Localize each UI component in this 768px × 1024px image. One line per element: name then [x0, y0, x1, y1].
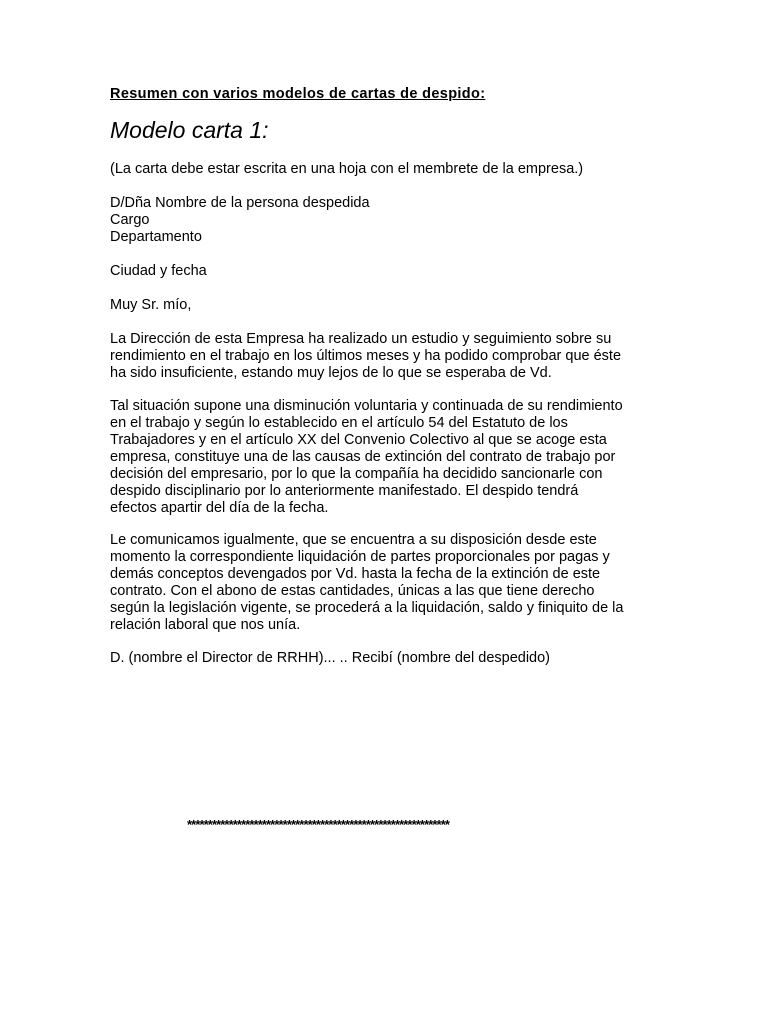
model-title: Modelo carta 1:: [110, 117, 269, 143]
paragraph-line: contrato. Con el abono de estas cantidades, únicas a las que tiene derecho: [110, 583, 595, 599]
paragraph-line: efectos apartir del día de la fecha.: [110, 500, 329, 516]
paragraph-line: relación laboral que nos unía.: [110, 617, 301, 633]
paragraph-line: Tal situación supone una disminución voluntaria y continuada de su rendimiento: [110, 398, 623, 414]
paragraph-line: La Dirección de esta Empresa ha realizado un estudio y seguimiento sobre su: [110, 331, 612, 347]
paragraph-line: decisión del empresario, por lo que la compañía ha decidido sancionarle con: [110, 466, 603, 482]
paragraph-line: rendimiento en el trabajo en los últimos meses y ha podido comprobar que éste: [110, 348, 622, 364]
paragraph-3: [110, 532, 662, 634]
separator-stars: ***************************************************************: [187, 817, 450, 832]
recipient-name: D/Dña Nombre de la persona despedida: [110, 195, 370, 211]
paragraph-line: despido disciplinario por lo anteriormente manifestado. El despido tendrá: [110, 483, 579, 499]
letterhead-note: [110, 161, 662, 178]
paragraph-line: Trabajadores y en el artículo XX del Convenio Colectivo al que se acoge esta: [110, 432, 607, 448]
salutation: [110, 297, 662, 314]
paragraph-2: [110, 398, 662, 517]
letterhead-note-text: (La carta debe estar escrita en una hoja con el membrete de la empresa.): [110, 161, 584, 177]
paragraph-1: [110, 331, 662, 382]
salutation-text: Muy Sr. mío,: [110, 297, 192, 313]
paragraph-line: empresa, constituye una de las causas de extinción del contrato de trabajo por: [110, 449, 616, 465]
document-heading: Resumen con varios modelos de cartas de despido:: [110, 86, 486, 102]
recipient-position: Cargo: [110, 212, 150, 228]
signature-line-text: D. (nombre el Director de RRHH)... .. Recibí (nombre del despedido): [110, 650, 550, 666]
signature-line: [110, 650, 662, 667]
paragraph-line: momento la correspondiente liquidación de partes proporcionales por pagas y: [110, 549, 610, 565]
paragraph-line: en el trabajo y según lo establecido en el artículo 54 del Estatuto de los: [110, 415, 568, 431]
place-date: [110, 263, 662, 280]
paragraph-line: demás conceptos devengados por Vd. hasta la fecha de la extinción de este: [110, 566, 601, 582]
paragraph-line: Le comunicamos igualmente, que se encuentra a su disposición desde este: [110, 532, 597, 548]
recipient-block: [110, 195, 662, 246]
paragraph-line: ha sido insuficiente, estando muy lejos de lo que se esperaba de Vd.: [110, 365, 552, 381]
place-date-text: Ciudad y fecha: [110, 263, 207, 279]
recipient-department: Departamento: [110, 229, 202, 245]
paragraph-line: según la legislación vigente, se procederá a la liquidación, saldo y finiquito de la: [110, 600, 624, 616]
